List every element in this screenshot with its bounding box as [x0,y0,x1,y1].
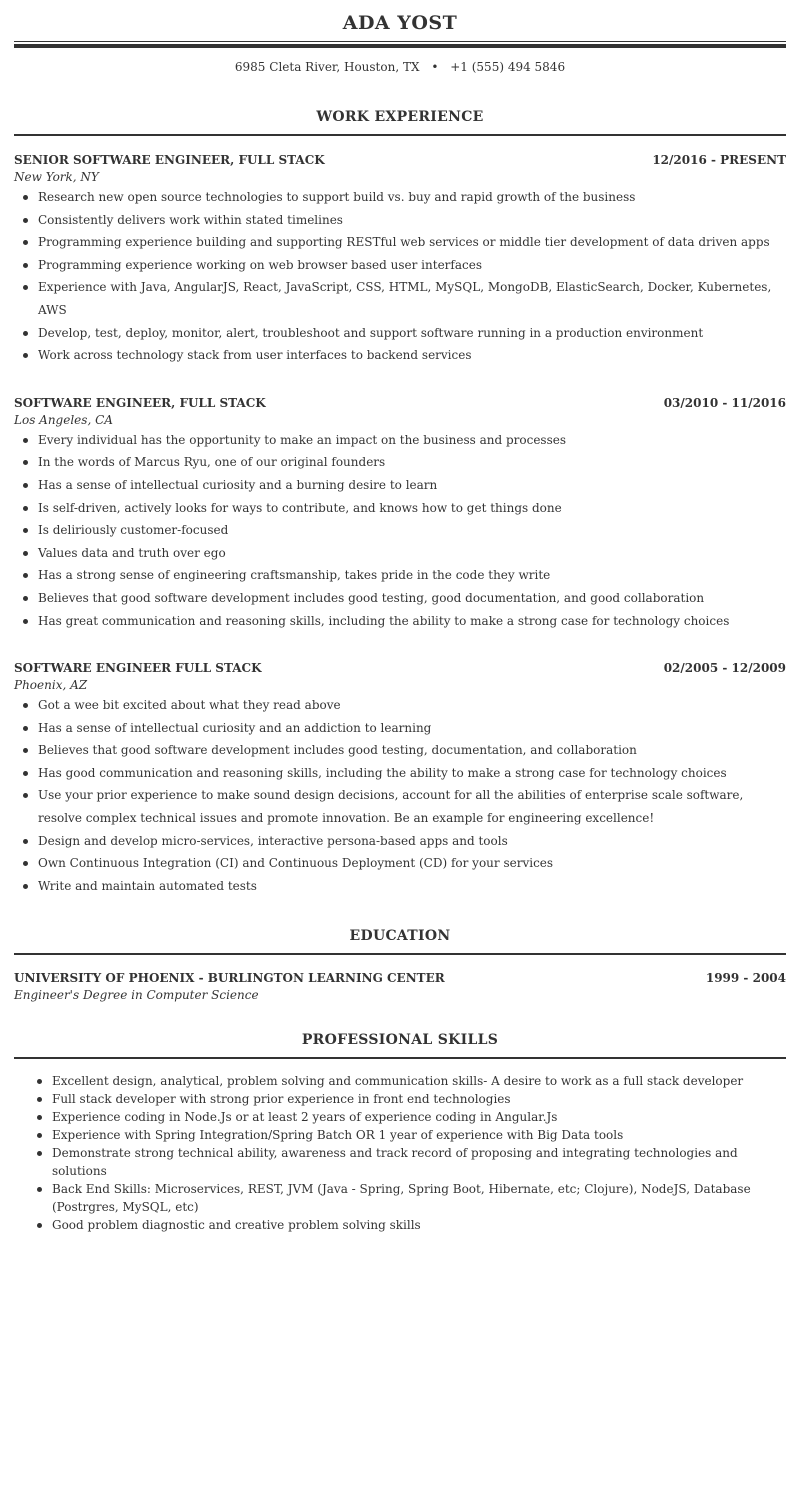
job-dates: 03/2010 - 11/2016 [663,395,786,410]
job-header [14,660,786,676]
list-item: Believes that good software development includes good testing, good documentation, and good collaboration [38,587,786,610]
section-title-professional-skills: PROFESSIONAL SKILLS [301,1032,499,1049]
phone: +1 (555) 494 5846 [450,60,566,74]
skills-list [14,1073,786,1234]
job-bullets [14,429,786,632]
job-entry [14,152,786,367]
job-location: Los Angeles, CA [14,412,113,427]
job-entry [14,660,786,897]
list-item: Work across technology stack from user interfaces to backend services [38,344,786,367]
job-bullets [14,186,786,367]
header-divider [14,41,786,48]
list-item: Has great communication and reasoning skills, including the ability to make a strong case for technology choices [38,610,786,633]
list-item: Has a sense of intellectual curiosity and a burning desire to learn [38,474,786,497]
list-item: Use your prior experience to make sound design decisions, account for all the abilities of enterprise scale software, resolve complex technical issues and promote innovation. Be an example for engineering excellence! [38,784,786,829]
job-title: SOFTWARE ENGINEER, FULL STACK [14,395,266,410]
job-title: SENIOR SOFTWARE ENGINEER, FULL STACK [14,153,325,167]
list-item: Excellent design, analytical, problem solving and communication skills- A desire to work as a full stack developer [52,1073,786,1091]
section-divider [14,1057,786,1059]
list-item: Demonstrate strong technical ability, awareness and track record of proposing and integrating technologies and solutions [52,1145,786,1181]
list-item: Own Continuous Integration (CI) and Continuous Deployment (CD) for your services [38,852,786,875]
education-years: 1999 - 2004 [705,971,786,986]
list-item: Consistently delivers work within stated timelines [38,209,786,232]
contact-line [14,59,786,75]
job-header [14,395,786,411]
list-item: Values data and truth over ego [38,542,786,565]
school-name: UNIVERSITY OF PHOENIX - BURLINGTON LEARNING CENTER [14,971,445,986]
section-divider [14,134,786,136]
list-item: Every individual has the opportunity to make an impact on the business and processes [38,429,786,452]
job-header [14,152,786,168]
list-item: Programming experience working on web browser based user interfaces [38,254,786,277]
list-item: Good problem diagnostic and creative problem solving skills [52,1217,786,1235]
list-item: Is deliriously customer-focused [38,519,786,542]
list-item: Write and maintain automated tests [38,875,786,898]
job-dates: 12/2016 - PRESENT [652,153,786,167]
list-item: Got a wee bit excited about what they read above [38,694,786,717]
list-item: Full stack developer with strong prior experience in front end technologies [52,1091,786,1109]
list-item: Design and develop micro-services, interactive persona-based apps and tools [38,830,786,853]
section-title-work-experience: WORK EXPERIENCE [316,109,484,125]
candidate-name: ADA YOST [342,12,458,34]
list-item: Programming experience building and supporting RESTful web services or middle tier development of data driven apps [38,231,786,254]
list-item: Back End Skills: Microservices, REST, JVM (Java - Spring, Spring Boot, Hibernate, etc; Clojure), NodeJS, Database (Postrgres, MySQL, etc) [52,1181,786,1217]
education-entry [14,970,786,1004]
job-title: SOFTWARE ENGINEER FULL STACK [14,661,262,676]
contact-separator: • [431,60,439,74]
job-dates: 02/2005 - 12/2009 [663,661,786,676]
list-item: Has good communication and reasoning skills, including the ability to make a strong case for technology choices [38,762,786,785]
section-divider [14,953,786,955]
education-header [14,970,786,986]
list-item: Has a sense of intellectual curiosity and an addiction to learning [38,717,786,740]
list-item: Believes that good software development includes good testing, documentation, and collaboration [38,739,786,762]
list-item: In the words of Marcus Ryu, one of our original founders [38,451,786,474]
job-location: New York, NY [14,170,99,184]
list-item: Is self-driven, actively looks for ways to contribute, and knows how to get things done [38,497,786,520]
job-entry [14,395,786,632]
list-item: Experience with Java, AngularJS, React, JavaScript, CSS, HTML, MySQL, MongoDB, ElasticSearch, Docker, Kubernetes, AWS [38,276,786,321]
list-item: Experience with Spring Integration/Spring Batch OR 1 year of experience with Big Data tools [52,1127,786,1145]
degree: Engineer's Degree in Computer Science [14,988,259,1003]
address: 6985 Cleta River, Houston, TX [234,60,420,74]
job-location: Phoenix, AZ [14,678,88,693]
list-item: Experience coding in Node.Js or at least 2 years of experience coding in Angular.Js [52,1109,786,1127]
list-item: Research new open source technologies to support build vs. buy and rapid growth of the business [38,186,786,209]
resume-page [14,0,786,1235]
job-bullets [14,694,786,897]
section-title-education: EDUCATION [349,928,451,945]
list-item: Develop, test, deploy, monitor, alert, troubleshoot and support software running in a production environment [38,322,786,345]
list-item: Has a strong sense of engineering craftsmanship, takes pride in the code they write [38,564,786,587]
